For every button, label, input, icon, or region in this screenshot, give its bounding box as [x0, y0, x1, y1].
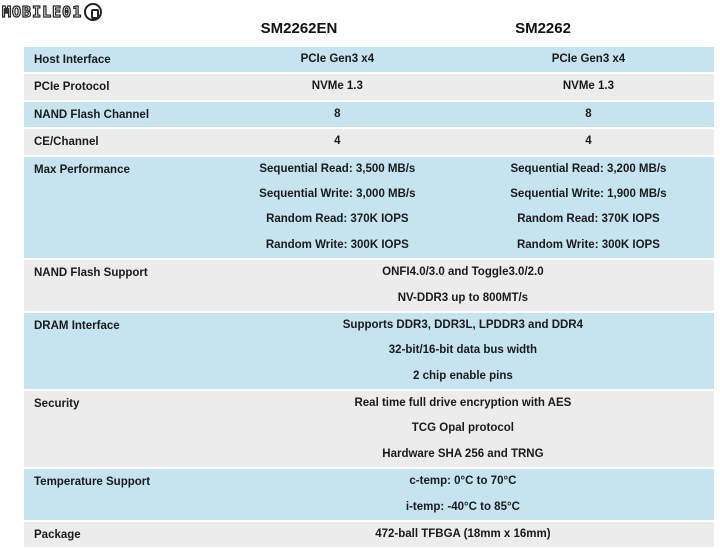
- shared-value-cell: [212, 522, 714, 549]
- column-header-sm2262en: SM2262EN: [260, 20, 338, 37]
- table-row: [24, 74, 714, 101]
- cell-value: NVMe 1.3: [311, 80, 363, 93]
- table-row: [24, 129, 714, 156]
- table-row: [24, 102, 714, 129]
- mobile01-logo: [2, 2, 102, 22]
- cell-value: i-temp: -40°C to 85°C: [405, 500, 520, 513]
- sm2262-value-cell: [463, 102, 714, 129]
- table-row: [24, 469, 714, 522]
- cell-value: Sequential Read: 3,500 MB/s: [259, 162, 416, 175]
- row-label: PCIe Protocol: [24, 74, 212, 101]
- sm2262-value-cell: [463, 157, 714, 261]
- row-label: Security: [24, 391, 212, 469]
- shared-value-cell: [212, 391, 714, 469]
- table-header: [0, 20, 720, 44]
- cell-value: Sequential Write: 1,900 MB/s: [510, 187, 667, 200]
- table-row: [24, 47, 714, 74]
- sm2262en-value-cell: [212, 129, 463, 156]
- table-row: [24, 391, 714, 469]
- sm2262en-value-cell: [212, 47, 463, 74]
- shared-value-cell: [212, 469, 714, 522]
- cell-value: Random Read: 370K IOPS: [266, 213, 409, 226]
- row-label: Package: [24, 522, 212, 549]
- cell-value: 4: [334, 135, 341, 148]
- cell-value: 472-ball TFBGA (18mm x 16mm): [375, 528, 551, 541]
- cell-value: Random Read: 370K IOPS: [517, 213, 660, 226]
- cell-value: PCIe Gen3 x4: [551, 53, 626, 65]
- cell-value: Random Write: 300K IOPS: [516, 238, 660, 251]
- table-row: [24, 260, 714, 313]
- cell-value: Sequential Read: 3,200 MB/s: [510, 162, 667, 175]
- row-label: CE/Channel: [24, 129, 212, 156]
- row-label: Max Performance: [24, 157, 212, 261]
- table-row: [24, 522, 714, 549]
- table-row: [24, 313, 714, 391]
- row-label: Host Interface: [24, 47, 212, 74]
- cell-value: 2 chip enable pins: [413, 369, 513, 382]
- cell-value: Hardware SHA 256 and TRNG: [382, 447, 544, 460]
- logo-mark-icon: [84, 3, 102, 21]
- cell-value: NVMe 1.3: [562, 80, 615, 93]
- cell-value: 4: [585, 135, 592, 148]
- cell-value: Real time full drive encryption with AES: [354, 397, 572, 410]
- cell-value: Supports DDR3, DDR3L, LPDDR3 and DDR4: [342, 318, 584, 331]
- shared-value-cell: [212, 313, 714, 391]
- row-label: NAND Flash Support: [24, 260, 212, 313]
- row-label: NAND Flash Channel: [24, 102, 212, 129]
- row-label: DRAM Interface: [24, 313, 212, 391]
- cell-value: ONFI4.0/3.0 and Toggle3.0/2.0: [382, 266, 544, 279]
- cell-value: TCG Opal protocol: [411, 422, 515, 435]
- row-label: Temperature Support: [24, 469, 212, 522]
- logo-text: MOBILE01: [2, 3, 83, 21]
- spec-comparison-table: [24, 47, 714, 549]
- cell-value: PCIe Gen3 x4: [300, 53, 375, 65]
- cell-value: Sequential Write: 3,000 MB/s: [259, 187, 416, 200]
- sm2262en-value-cell: [212, 74, 463, 101]
- sm2262en-value-cell: [212, 102, 463, 129]
- cell-value: 8: [585, 107, 592, 120]
- cell-value: Random Write: 300K IOPS: [265, 238, 409, 251]
- cell-value: 32-bit/16-bit data bus width: [388, 344, 538, 357]
- sm2262-value-cell: [463, 47, 714, 74]
- sm2262en-value-cell: [212, 157, 463, 261]
- cell-value: c-temp: 0°C to 70°C: [409, 475, 517, 488]
- table-row: [24, 157, 714, 261]
- sm2262-value-cell: [463, 74, 714, 101]
- cell-value: NV-DDR3 up to 800MT/s: [397, 291, 529, 304]
- sm2262-value-cell: [463, 129, 714, 156]
- shared-value-cell: [212, 260, 714, 313]
- column-header-sm2262: SM2262: [515, 20, 571, 37]
- cell-value: 8: [334, 107, 341, 120]
